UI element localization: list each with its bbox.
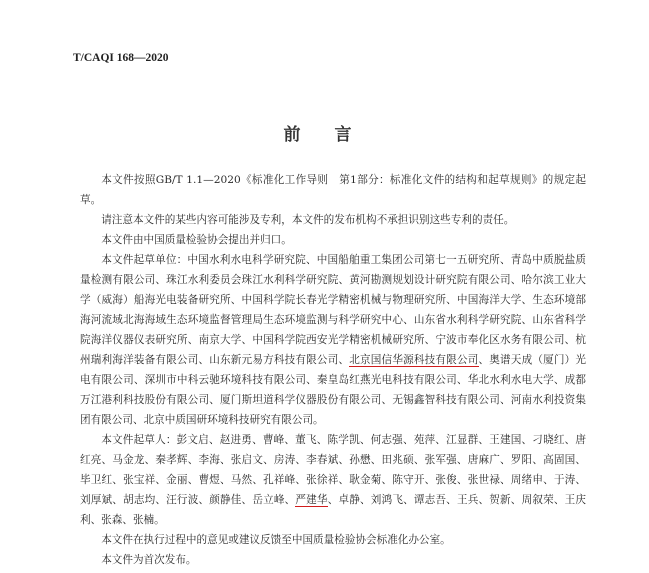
- drafting-units-text: 本文件起草单位：中国水利水电科学研究院、中国船舶重工集团公司第七一五研究所、青岛中质脱盐质量检测有限公司、珠江水利委员会珠江水利科学研究院、黄河勘测规划设计研究院有限公司、哈尔滨工业大学（威海）船海光电装备研究所、中国科学院长春光学精密机械与物理研究所、中国海洋大学、生态环境部海河流域北海海域生态环境监督管理局生态环境监测与科学研究中心、山东省水利科学研究院、山东省科学院海洋仪器仪表研究所、南京大学、中国科学院西安光学精密机械研究所、宁波市奉化区水务有限公司、杭州瑞利海洋装备有限公司、山东新元易方科技有限公司、: [80, 254, 586, 366]
- standard-code: T/CAQI 168—2020: [73, 52, 169, 64]
- feedback-paragraph: 本文件在执行过程中的意见或建议反馈至中国质量检验协会标准化办公室。: [101, 534, 451, 546]
- page-title: 前 言: [283, 125, 366, 145]
- document-body: [80, 170, 586, 570]
- patent-notice-paragraph: 请注意本文件的某些内容可能涉及专利，本文件的发布机构不承担识别这些专利的责任。: [101, 214, 515, 226]
- drafters-text-continued: 、卓静、刘鸿飞、谭志吾、王兵、贺新、周叙荣、王庆利、张森、张楠。: [80, 494, 587, 526]
- highlighted-drafter: 严建华: [295, 494, 328, 506]
- drafting-units-text-continued: 、奥谱天成（厦门）光电有限公司、深圳市中科云驰环境科技有限公司、秦皇岛红燕光电科技有限公司、华北水利水电大学、成都万江港利科技股份有限公司、厦门斯坦道科学仪器股份有限公司、无锡鑫智科技有限公司、河南水利投资集团有限公司、北京中质国研环境科技研究有限公司。: [80, 354, 587, 426]
- drafting-rules-paragraph: 本文件按照GB/T 1.1—2020《标准化工作导则 第1部分：标准化文件的结构和起草规则》的规定起草。: [80, 174, 586, 206]
- highlighted-unit: 北京国信华源科技有限公司: [349, 354, 479, 366]
- drafters-text: 本文件起草人：彭文启、赵进勇、曹峰、董飞、陈学凯、何志强、苑萍、江显群、王建国、刁晓红、唐红亮、马金龙、秦孝辉、李海、张启文、房涛、李春斌、孙懋、田兆硕、张军强、唐麻广、罗阳、高固国、毕卫红、张宝祥、金丽、曹煜、马然、孔祥峰、张徐祥、耿金菊、陈守开、张俊、张世禄、周绪申、于涛、刘厚斌、胡志均、汪行波、颜静佳、岳立峰、: [80, 434, 586, 506]
- first-release-paragraph: 本文件为首次发布。: [101, 554, 197, 566]
- drafting-units-paragraph: [80, 250, 586, 430]
- proposer-paragraph: 本文件由中国质量检验协会提出并归口。: [101, 234, 292, 246]
- drafters-paragraph: [80, 430, 586, 530]
